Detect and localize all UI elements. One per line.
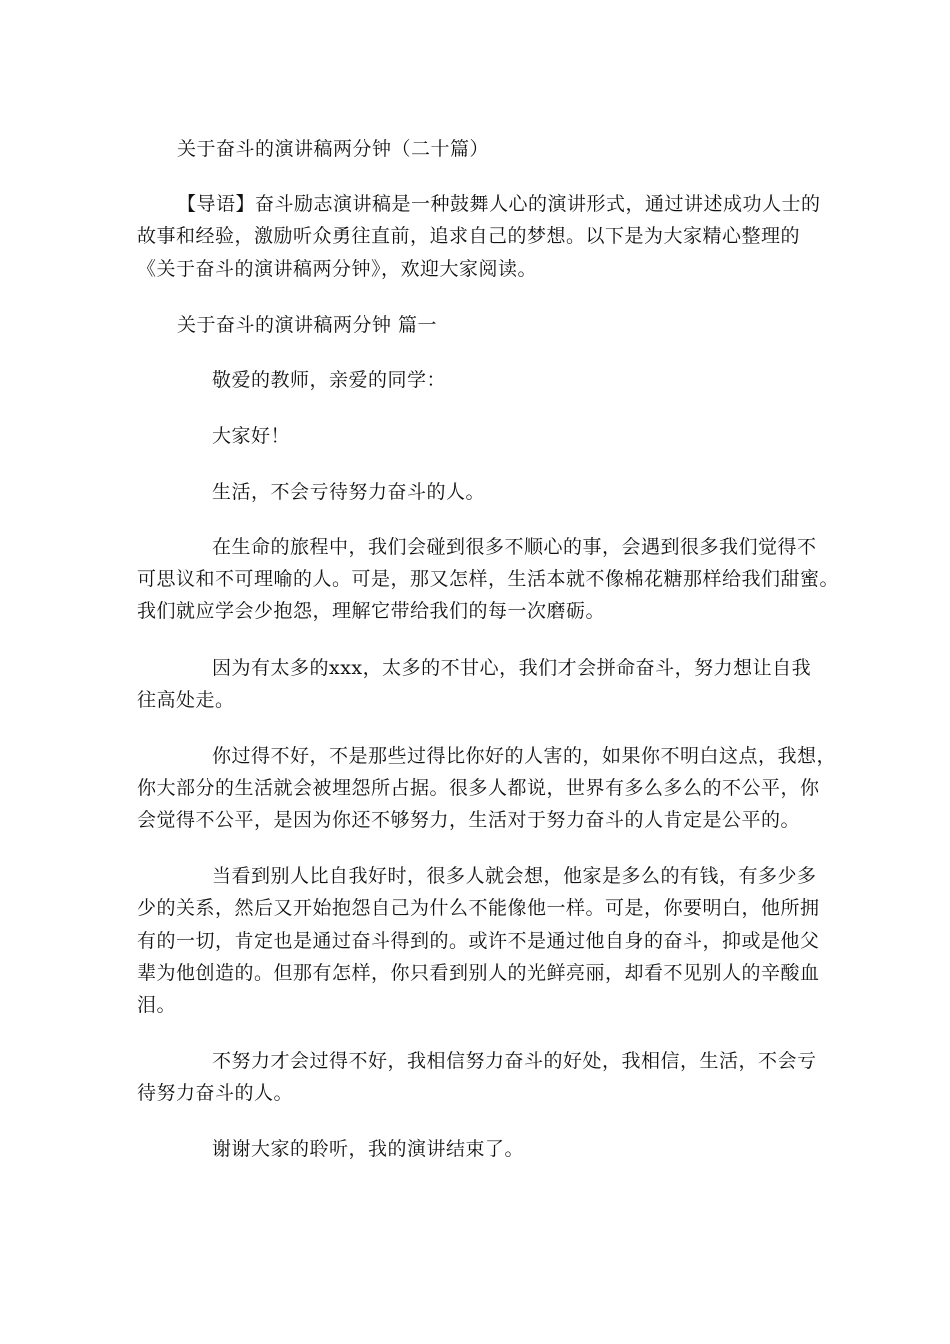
section-heading: 关于奋斗的演讲稿两分钟 篇一 [177, 314, 438, 336]
paragraph-line: 你大部分的生活就会被埋怨所占据。很多人都说，世界有多么多么的不公平，你 [137, 777, 820, 799]
paragraph-line: 辈为他创造的。但那有怎样，你只看到别人的光鲜亮丽，却看不见别人的辛酸血 [137, 962, 820, 984]
document-title: 关于奋斗的演讲稿两分钟（二十篇） [177, 138, 490, 160]
paragraph-line: 少的关系，然后又开始抱怨自己为什么不能像他一样。可是，你要明白，他所拥 [137, 897, 820, 919]
closing-line: 谢谢大家的聆听，我的演讲结束了。 [212, 1138, 525, 1160]
paragraph-line: 因为有太多的xxx，太多的不甘心，我们才会拼命奋斗，努力想让自我 [212, 657, 812, 679]
paragraph-line: 可思议和不可理喻的人。可是，那又怎样，生活本就不像棉花糖那样给我们甜蜜。 [137, 568, 840, 590]
paragraph-line: 当看到别人比自我好时，很多人就会想，他家是多么的有钱，有多少多 [212, 865, 817, 887]
intro-line: 【导语】奋斗励志演讲稿是一种鼓舞人心的演讲形式，通过讲述成功人士的 [177, 193, 821, 215]
paragraph-line: 我们就应学会少抱怨，理解它带给我们的每一次磨砺。 [137, 600, 606, 622]
salutation: 敬爱的教师，亲爱的同学： [212, 369, 447, 391]
paragraph-line: 待努力奋斗的人。 [137, 1082, 294, 1104]
paragraph-line: 泪。 [137, 994, 177, 1016]
paragraph-line: 你过得不好，不是那些过得比你好的人害的，如果你不明白这点，我想， [212, 745, 837, 767]
paragraph-line: 往高处走。 [137, 689, 235, 711]
paragraph-line: 在生命的旅程中，我们会碰到很多不顺心的事，会遇到很多我们觉得不 [212, 536, 817, 558]
intro-line: 故事和经验，激励听众勇往直前，追求自己的梦想。以下是为大家精心整理的 [137, 225, 801, 247]
intro-line: 《关于奋斗的演讲稿两分钟》，欢迎大家阅读。 [137, 258, 538, 280]
paragraph-line: 不努力才会过得不好，我相信努力奋斗的好处，我相信，生活，不会亏 [212, 1050, 817, 1072]
paragraph-line: 会觉得不公平，是因为你还不够努力，生活对于努力奋斗的人肯定是公平的。 [137, 809, 801, 831]
paragraph-line: 有的一切，肯定也是通过奋斗得到的。或许不是通过他自身的奋斗，抑或是他父 [137, 930, 820, 952]
paragraph-line: 生活，不会亏待努力奋斗的人。 [212, 481, 486, 503]
greeting: 大家好！ [212, 425, 291, 447]
